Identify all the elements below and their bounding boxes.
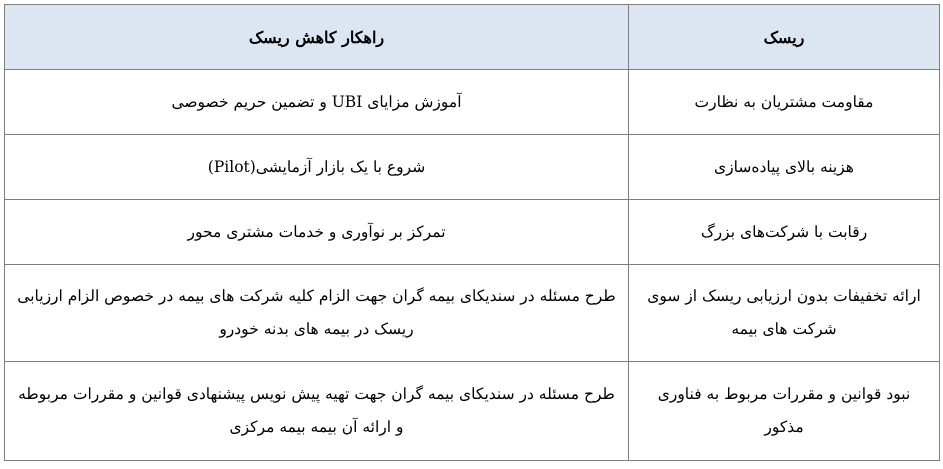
mitigation-cell: آموزش مزایای UBI و تضمین حریم خصوصی xyxy=(5,70,629,135)
table-row xyxy=(5,135,940,200)
table-row xyxy=(5,200,940,265)
header-risk: ریسک xyxy=(629,5,940,70)
risk-cell: مقاومت مشتریان به نظارت xyxy=(629,70,940,135)
header-mitigation: راهکار کاهش ریسک xyxy=(5,5,629,70)
mitigation-cell: طرح مسئله در سندیکای بیمه گران جهت تهیه پیش نویس پیشنهادی قوانین و مقررات مربوطه و ارائه آن بیمه بیمه مرکزی xyxy=(5,362,629,461)
risk-cell: نبود قوانین و مقررات مربوط به فناوری مذکور xyxy=(629,362,940,461)
risk-mitigation-table xyxy=(4,4,940,461)
risk-cell: ارائه تخفیفات بدون ارزیابی ریسک از سوی شرکت های بیمه xyxy=(629,265,940,362)
table-row xyxy=(5,70,940,135)
table-row xyxy=(5,362,940,461)
mitigation-cell: طرح مسئله در سندیکای بیمه گران جهت الزام کلیه شرکت های بیمه در خصوص الزام ارزیابی ریسک در بیمه های بدنه خودرو xyxy=(5,265,629,362)
mitigation-cell: تمرکز بر نوآوری و خدمات مشتری محور xyxy=(5,200,629,265)
risk-cell: رقابت با شرکت‌های بزرگ xyxy=(629,200,940,265)
table-header-row xyxy=(5,5,940,70)
table-row xyxy=(5,265,940,362)
mitigation-cell: شروع با یک بازار آزمایشی(Pilot) xyxy=(5,135,629,200)
risk-cell: هزینه بالای پیاده‌سازی xyxy=(629,135,940,200)
